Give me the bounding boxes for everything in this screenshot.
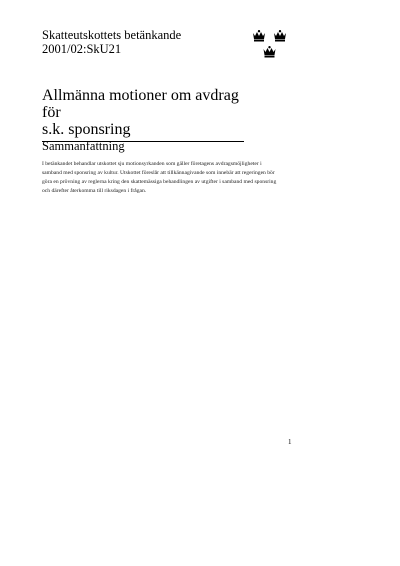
title-line-2: s.k. sponsring (42, 121, 131, 138)
report-id: 2001/02:SkU21 (42, 42, 122, 56)
title-line-1: Allmänna motioner om avdrag för (42, 87, 239, 121)
section-heading: Sammanfattning (42, 139, 125, 153)
page-number: 1 (288, 438, 292, 446)
title-block (42, 87, 244, 142)
document-title (42, 87, 244, 138)
summary-paragraph: I betänkandet behandlar utskottet sju motionsyrkanden som gäller företagens avdragsmöjligheter i samband med sponsring av kultur. Utskottet föreslår att tillkännagivande som innebär att regeringen bör göra en prövning av reglerna kring den skattemässiga behandlingen av utgifter i samband med sponsring och därefter återkomma till riksdagen i frågan. (42, 161, 277, 194)
committee-name: Skatteutskottets betänkande (42, 28, 182, 42)
report-header (42, 28, 181, 56)
three-crowns-icon (252, 29, 288, 60)
